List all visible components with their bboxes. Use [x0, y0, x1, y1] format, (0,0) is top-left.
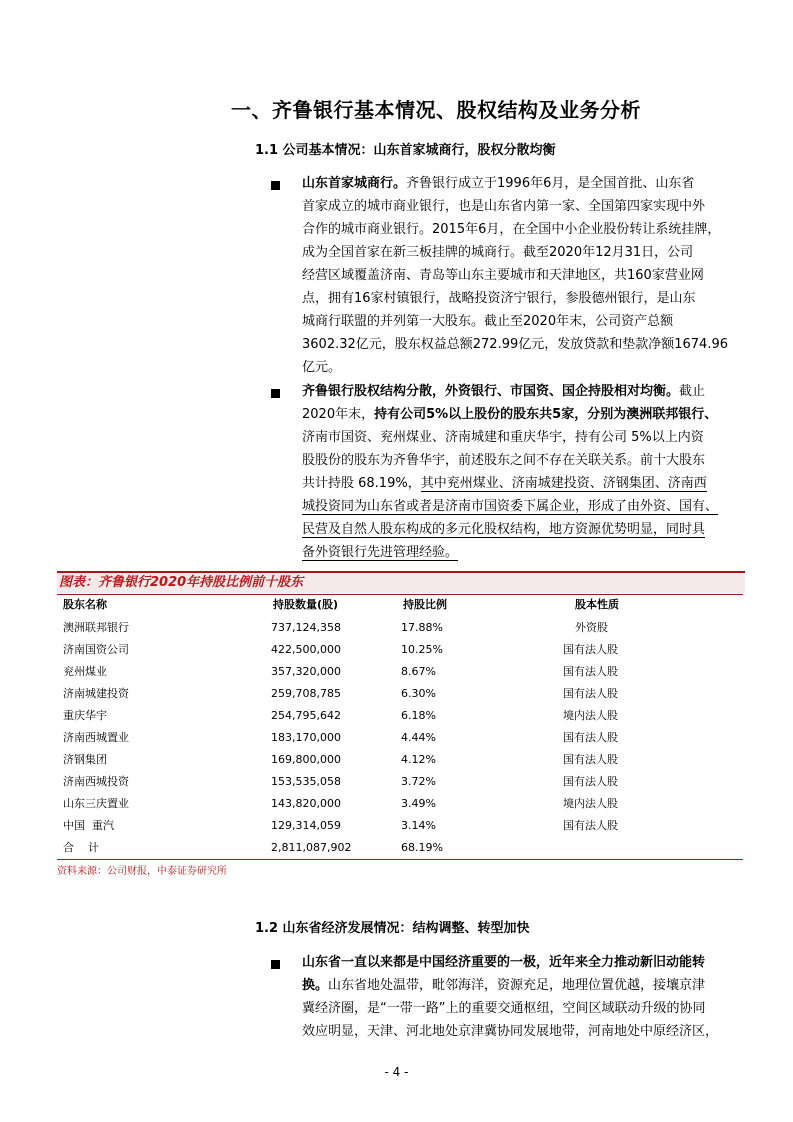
- table-cell: 澳洲联邦银行: [63, 621, 129, 634]
- table-cell: 2,811,087,902: [271, 841, 352, 854]
- table-cell: 3.14%: [401, 819, 436, 832]
- table-cell: 169,800,000: [271, 753, 341, 766]
- table-cell: 10.25%: [401, 643, 443, 656]
- para2-line-underlined: 城投资同为山东省或者是济南市国资委下属企业，形成了由外资、国有、: [302, 499, 719, 514]
- table-cell: 兖州煤业: [63, 665, 107, 678]
- para2-line-underlined: 民营及自然人股东构成的多元化股权结构，地方资源优势明显，同时具: [302, 522, 706, 537]
- table-cell: 国有法人股: [563, 665, 618, 678]
- page-number: - 4 -: [384, 1065, 409, 1079]
- table-row: [57, 661, 743, 683]
- figure-title: 图表：齐鲁银行2020年持股比例前十股东: [57, 571, 745, 593]
- para2-line: 共计持股 68.19%，: [302, 476, 421, 491]
- subsection-title-1-2: 1.2 山东省经济发展情况：结构调整、转型加快: [255, 921, 530, 936]
- source-note: 资料来源：公司财报，中泰证券研究所: [57, 866, 227, 877]
- para2-lead: 齐鲁银行股权结构分散，外资银行、市国资、国企持股相对均衡。: [302, 384, 680, 399]
- paragraph-company-overview: [302, 172, 738, 379]
- para1-lead: 山东首家城商行。: [302, 176, 407, 191]
- bullet-square-icon: [271, 181, 280, 190]
- table-header-cell: 持股数量(股): [273, 598, 339, 611]
- table-row: [57, 727, 743, 749]
- para2-line: 截止: [679, 384, 706, 399]
- para3-line: 效应明显，天津、河北地处京津冀协同发展地带，河南地处中原经济区，: [302, 1024, 719, 1039]
- table-row: [57, 683, 743, 705]
- table-cell: 国有法人股: [563, 753, 618, 766]
- table-cell: 68.19%: [401, 841, 443, 854]
- table-row: [57, 705, 743, 727]
- table-row: [57, 793, 743, 815]
- para2-line: 持有公司5%以上股份的股东共5家，分别为澳洲联邦银行、: [374, 407, 718, 422]
- para1-line: 经营区域覆盖济南、青岛等山东主要城市和天津地区，共160家营业网: [302, 268, 704, 283]
- table-cell: 合 计: [63, 841, 99, 854]
- table-cell: 737,124,358: [271, 621, 341, 634]
- para2-line: 济南市国资、兖州煤业、济南城建和重庆华宇，持有公司 5%以上内资: [302, 430, 704, 445]
- para3-lead: 换。: [302, 978, 329, 993]
- table-cell: 济南西城置业: [63, 731, 129, 744]
- table-cell: 山东三庆置业: [63, 797, 129, 810]
- table-cell: 3.49%: [401, 797, 436, 810]
- table-cell: 422,500,000: [271, 643, 341, 656]
- subsection-title-1-1: 1.1 公司基本情况：山东首家城商行，股权分散均衡: [255, 143, 556, 158]
- table-cell: 济南城建投资: [63, 687, 129, 700]
- para1-line: 亿元。: [302, 360, 342, 375]
- para1-line: 3602.32亿元，股东权益总额272.99亿元，发放贷款和垫款净额1674.96: [302, 337, 729, 352]
- table-cell: 境内法人股: [563, 709, 618, 722]
- table-cell: 中国 重汽: [63, 819, 114, 832]
- para2-line-underlined: 备外资银行先进管理经验。: [302, 545, 459, 560]
- table-cell: 6.18%: [401, 709, 436, 722]
- para1-line: 首家成立的城市商业银行，也是山东省内第一家、全国第四家实现中外: [302, 199, 706, 214]
- table-header-cell: 股东名称: [63, 598, 107, 611]
- section-title: 一、齐鲁银行基本情况、股权结构及业务分析: [231, 98, 641, 122]
- table-cell: 济南西城投资: [63, 775, 129, 788]
- table-cell: 济南国资公司: [63, 643, 129, 656]
- table-row: [57, 815, 743, 837]
- table-row: [57, 749, 743, 771]
- paragraph-shandong-economy: [302, 951, 738, 1043]
- table-cell: 国有法人股: [563, 731, 618, 744]
- table-cell: 国有法人股: [563, 775, 618, 788]
- table-bottom-rule: [57, 859, 743, 860]
- table-header-cell: 股本性质: [575, 598, 619, 611]
- table-header-cell: 持股比例: [403, 598, 447, 611]
- para3-line: 冀经济圈，是“一带一路”上的重要交通枢纽，空间区域联动升级的协同: [302, 1001, 706, 1016]
- table-cell: 357,320,000: [271, 665, 341, 678]
- para1-line: 合作的城市商业银行。2015年6月，在全国中小企业股份转让系统挂牌，: [302, 222, 721, 237]
- table-cell: 重庆华宇: [63, 709, 107, 722]
- paragraph-shareholding-structure: [302, 380, 738, 564]
- bullet-square-icon: [271, 389, 280, 398]
- table-cell: 8.67%: [401, 665, 436, 678]
- table-cell: 259,708,785: [271, 687, 341, 700]
- para2-line-underlined: 其中兖州煤业、济南城建投资、济钢集团、济南西: [420, 476, 707, 491]
- table-cell: 17.88%: [401, 621, 443, 634]
- table-cell: 129,314,059: [271, 819, 341, 832]
- table-cell: 境内法人股: [563, 797, 618, 810]
- bullet-square-icon: [271, 960, 280, 969]
- table-row: [57, 639, 743, 661]
- table-cell: 国有法人股: [563, 643, 618, 656]
- para3-lead: 山东省一直以来都是中国经济重要的一极，近年来全力推动新旧动能转: [302, 955, 706, 970]
- table-cell: 143,820,000: [271, 797, 341, 810]
- para1-line: 齐鲁银行成立于1996年6月，是全国首批、山东省: [406, 176, 695, 191]
- table-cell: 254,795,642: [271, 709, 341, 722]
- para2-line: 2020年末，: [302, 407, 375, 422]
- table-cell: 3.72%: [401, 775, 436, 788]
- table-cell: 国有法人股: [563, 819, 618, 832]
- para1-line: 成为全国首家在新三板挂牌的城商行。截至2020年12月31日，公司: [302, 245, 694, 260]
- para2-line: 股股份的股东为齐鲁华宇，前述股东之间不存在关联关系。前十大股东: [302, 453, 706, 468]
- table-cell: 153,535,058: [271, 775, 341, 788]
- table-cell: 4.12%: [401, 753, 436, 766]
- para1-line: 点，拥有16家村镇银行，战略投资济宁银行，参股德州银行，是山东: [302, 291, 696, 306]
- table-total-row: [57, 837, 743, 859]
- table-row: [57, 771, 743, 793]
- table-cell: 183,170,000: [271, 731, 341, 744]
- table-cell: 济钢集团: [63, 753, 107, 766]
- table-header-row: [57, 594, 743, 616]
- table-row: [57, 617, 743, 639]
- table-cell: 外资股: [575, 621, 608, 634]
- table-cell: 4.44%: [401, 731, 436, 744]
- table-cell: 6.30%: [401, 687, 436, 700]
- para3-line: 山东省地处温带，毗邻海洋，资源充足，地理位置优越，接壤京津: [328, 978, 706, 993]
- table-cell: 国有法人股: [563, 687, 618, 700]
- para1-line: 城商行联盟的并列第一大股东。截止至2020年末，公司资产总额: [302, 314, 674, 329]
